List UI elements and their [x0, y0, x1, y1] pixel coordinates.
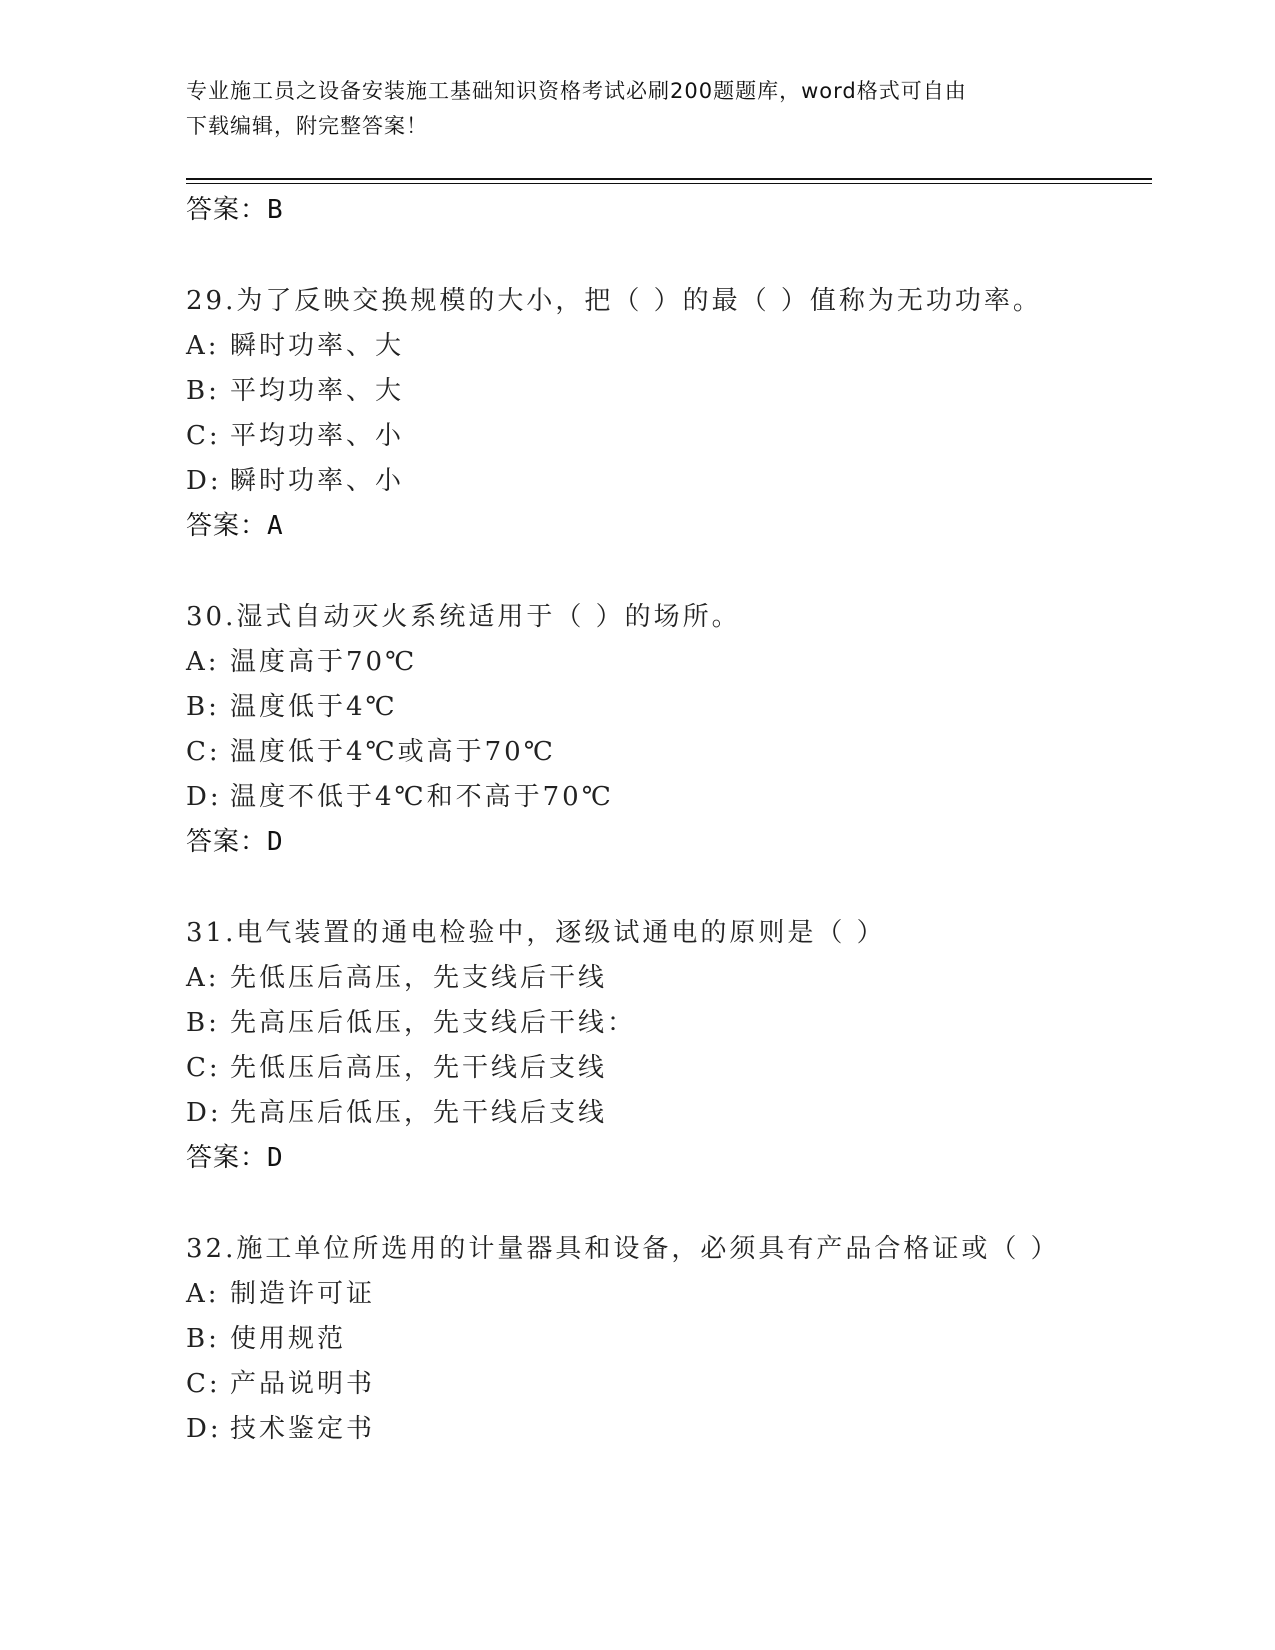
option-line — [186, 956, 1152, 1001]
option-line — [186, 1001, 1152, 1046]
option-key: A: — [186, 647, 220, 677]
option-key: D: — [186, 1098, 222, 1128]
option-key: A: — [186, 963, 220, 993]
header-line-1: 专业施工员之设备安装施工基础知识资格考试必刷200题题库，word格式可自由 — [186, 79, 967, 103]
option-line — [186, 685, 1152, 730]
answer-label: 答案： — [186, 195, 268, 225]
option-line — [186, 640, 1152, 685]
answer-line — [186, 820, 1152, 865]
question-block — [186, 911, 1152, 1181]
option-key: D: — [186, 466, 222, 496]
answer-label: 答案： — [186, 511, 268, 541]
option-text: 先低压后高压，先干线后支线 — [230, 1053, 608, 1083]
option-text: 温度低于4℃或高于70℃ — [230, 737, 556, 767]
option-key: B: — [186, 692, 220, 722]
answer-line — [186, 504, 1152, 549]
header-divider-thick — [186, 178, 1152, 180]
option-line — [186, 1272, 1152, 1317]
option-key: A: — [186, 331, 220, 361]
answer-value: D — [267, 827, 283, 857]
option-text: 温度不低于4℃和不高于70℃ — [230, 782, 614, 812]
option-text: 先低压后高压，先支线后干线 — [230, 963, 608, 993]
option-key: B: — [186, 1008, 220, 1038]
option-key: C: — [186, 737, 221, 767]
option-key: B: — [186, 376, 220, 406]
section-spacer — [186, 233, 1152, 279]
answer-value: B — [267, 195, 283, 225]
option-line — [186, 1046, 1152, 1091]
question-text: 31.电气装置的通电检验中，逐级试通电的原则是（ ） — [186, 918, 886, 948]
option-text: 平均功率、大 — [230, 376, 405, 406]
option-text: 瞬时功率、大 — [230, 331, 405, 361]
option-text: 制造许可证 — [230, 1279, 376, 1309]
answer-line — [186, 1136, 1152, 1181]
header-divider-thin — [186, 183, 1152, 184]
option-line — [186, 730, 1152, 775]
question-text: 32.施工单位所选用的计量器具和设备，必须具有产品合格证或（ ） — [186, 1234, 1060, 1264]
document-header — [186, 74, 1066, 144]
option-line — [186, 1362, 1152, 1407]
question-block — [186, 1227, 1152, 1452]
question-block — [186, 279, 1152, 549]
section-spacer — [186, 549, 1152, 595]
header-line-2: 下载编辑，附完整答案！ — [186, 114, 428, 138]
answer-value: A — [267, 511, 283, 541]
question-text: 30.湿式自动灭火系统适用于（ ）的场所。 — [186, 602, 741, 632]
option-line — [186, 1317, 1152, 1362]
option-line — [186, 414, 1152, 459]
answer-value: D — [267, 1143, 283, 1173]
document-body — [186, 188, 1152, 1452]
option-text: 温度高于70℃ — [230, 647, 418, 677]
option-line — [186, 1407, 1152, 1452]
option-line — [186, 775, 1152, 820]
answer-label: 答案： — [186, 827, 268, 857]
option-line — [186, 1091, 1152, 1136]
option-key: C: — [186, 1369, 221, 1399]
option-text: 技术鉴定书 — [230, 1414, 376, 1444]
question-text: 29.为了反映交换规模的大小，把（ ）的最（ ）值称为无功功率。 — [186, 286, 1042, 316]
option-line — [186, 324, 1152, 369]
option-key: D: — [186, 1414, 222, 1444]
option-text: 产品说明书 — [230, 1369, 376, 1399]
option-text: 瞬时功率、小 — [230, 466, 405, 496]
option-line — [186, 459, 1152, 504]
option-text: 先高压后低压，先干线后支线 — [230, 1098, 608, 1128]
option-text: 先高压后低压，先支线后干线： — [230, 1008, 637, 1038]
option-text: 使用规范 — [230, 1324, 347, 1354]
section-spacer — [186, 865, 1152, 911]
option-key: A: — [186, 1279, 220, 1309]
option-text: 平均功率、小 — [230, 421, 405, 451]
section-spacer — [186, 1181, 1152, 1227]
answer-label: 答案： — [186, 1143, 268, 1173]
option-key: D: — [186, 782, 222, 812]
option-key: C: — [186, 421, 221, 451]
option-key: C: — [186, 1053, 221, 1083]
option-key: B: — [186, 1324, 220, 1354]
option-text: 温度低于4℃ — [230, 692, 398, 722]
option-line — [186, 369, 1152, 414]
question-block — [186, 595, 1152, 865]
answer-line — [186, 188, 1152, 233]
